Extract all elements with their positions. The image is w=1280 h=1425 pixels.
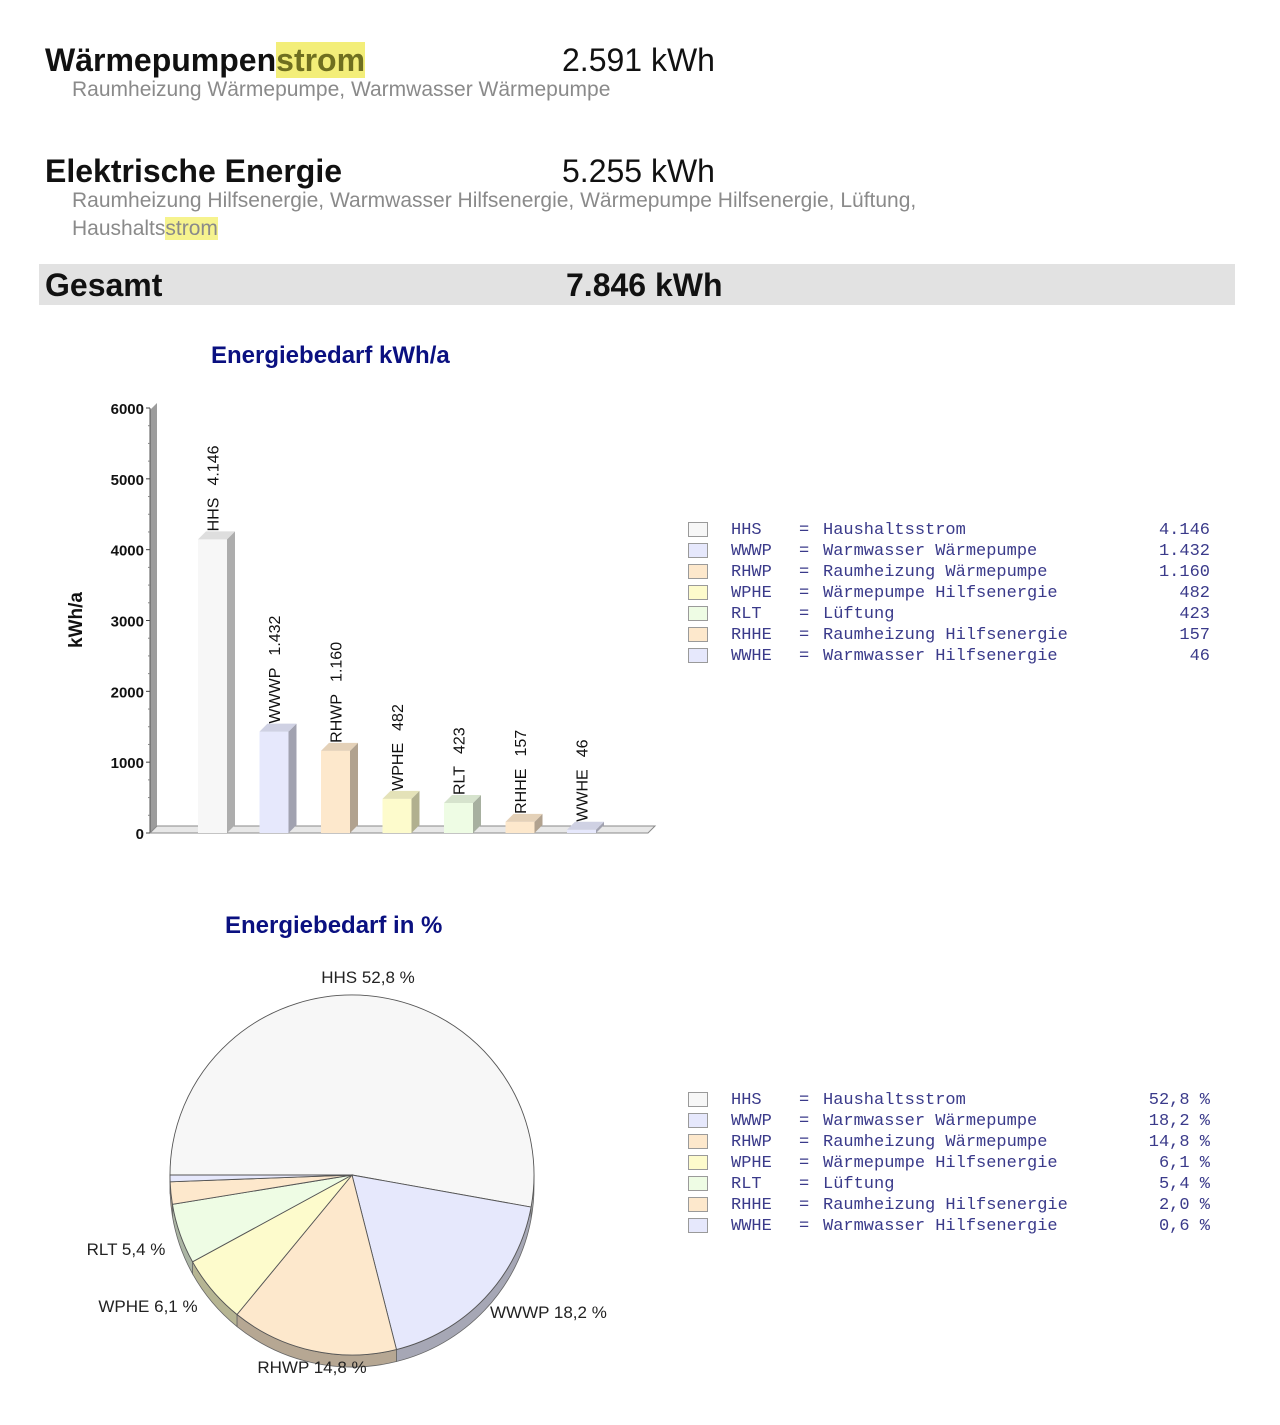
bar-hhs xyxy=(198,445,235,833)
legend-abbr: RHHE xyxy=(731,626,772,645)
legend-swatch xyxy=(688,648,708,663)
legend-swatch xyxy=(688,1197,708,1212)
legend-value: 46 xyxy=(1189,647,1210,666)
pie-legend-item xyxy=(688,1195,1210,1216)
bar-chart-legend xyxy=(688,520,1210,667)
bar-category-label: WPHE xyxy=(390,742,407,791)
bar-value-label: 4.146 xyxy=(205,445,223,486)
pie-legend-item xyxy=(688,1174,1210,1195)
pie-label-wphe: WPHE 6,1 % xyxy=(98,1297,198,1316)
legend-swatch xyxy=(688,1155,708,1170)
legend-abbr: WWWP xyxy=(731,1112,772,1131)
bar-category-label: WWHE xyxy=(574,769,592,822)
electric-title: Elektrische Energie xyxy=(45,153,343,189)
heatpump-title-main: Wärmepumpen xyxy=(45,42,277,78)
bar-legend-item xyxy=(688,604,1210,625)
bar-front xyxy=(506,822,535,833)
pie-chart xyxy=(40,955,680,1395)
legend-value: 157 xyxy=(1179,626,1210,645)
legend-equals: = xyxy=(799,1217,810,1236)
electric-value: 5.255 kWh xyxy=(562,153,715,189)
legend-abbr: RHWP xyxy=(731,563,772,582)
legend-equals: = xyxy=(799,1091,810,1110)
total-label: Gesamt xyxy=(45,267,163,303)
legend-equals: = xyxy=(799,605,810,624)
legend-value: 423 xyxy=(1179,605,1210,624)
bar-data-label xyxy=(206,445,223,531)
legend-equals: = xyxy=(799,542,810,561)
legend-value: 1.160 xyxy=(1158,563,1210,582)
bar-data-label xyxy=(267,615,284,723)
pie-legend-item xyxy=(688,1090,1210,1111)
bar-front xyxy=(383,799,412,833)
legend-name: Wärmepumpe Hilfsenergie xyxy=(823,1154,1058,1173)
bar-rlt xyxy=(444,727,481,833)
bar-y-tick-label: 5000 xyxy=(110,471,144,489)
legend-swatch xyxy=(688,1218,708,1233)
bar-legend-item xyxy=(688,583,1210,604)
bar-data-label xyxy=(452,727,469,795)
legend-name: Warmwasser Wärmepumpe xyxy=(823,1112,1038,1131)
bar-y-tick-label: 6000 xyxy=(110,401,144,418)
total-row xyxy=(39,264,1235,305)
bar-y-tick-label: 4000 xyxy=(110,542,144,560)
bar-y-tick-label: 2000 xyxy=(110,684,144,702)
pie-chart-legend xyxy=(688,1090,1210,1237)
legend-value: 482 xyxy=(1179,584,1210,603)
bar-y-tick-label: 0 xyxy=(135,826,144,843)
legend-equals: = xyxy=(799,1133,810,1152)
bar-legend-item xyxy=(688,520,1210,541)
pie-legend-item xyxy=(688,1111,1210,1132)
legend-swatch xyxy=(688,627,708,642)
legend-name: Warmwasser Hilfsenergie xyxy=(823,647,1058,666)
electric-description-line2 xyxy=(72,215,218,243)
search-highlight: strom xyxy=(276,42,366,78)
bar-side xyxy=(350,743,358,833)
legend-equals: = xyxy=(799,563,810,582)
legend-swatch xyxy=(688,1113,708,1128)
heatpump-value: 2.591 kWh xyxy=(562,42,715,78)
bar-legend-item xyxy=(688,625,1210,646)
bar-category-label: HHS xyxy=(205,497,223,532)
electric-description-line1: Raumheizung Hilfsenergie, Warmwasser Hilfsenergie, Wärmepumpe Hilfsenergie, Lüftung, xyxy=(72,189,917,212)
bar-side xyxy=(289,724,297,833)
legend-value: 18,2 % xyxy=(1148,1112,1210,1131)
legend-name: Warmwasser Wärmepumpe xyxy=(823,542,1038,561)
bar-rhwp xyxy=(321,642,358,833)
pie-label-rhwp: RHWP 14,8 % xyxy=(257,1358,367,1377)
bar-front xyxy=(321,751,350,833)
legend-abbr: RLT xyxy=(731,1175,762,1194)
pie-legend-item xyxy=(688,1153,1210,1174)
bar-y-axis-wall xyxy=(150,403,157,833)
legend-abbr: RHWP xyxy=(731,1133,772,1152)
bar-legend-item xyxy=(688,646,1210,667)
pie-label-rlt: RLT 5,4 % xyxy=(86,1240,166,1259)
legend-abbr: WPHE xyxy=(731,584,772,603)
bar-data-label xyxy=(513,730,530,814)
bar-data-label xyxy=(390,704,407,791)
legend-name: Raumheizung Hilfsenergie xyxy=(823,1196,1068,1215)
legend-abbr: WPHE xyxy=(731,1154,772,1173)
legend-value: 0,6 % xyxy=(1158,1217,1210,1236)
legend-equals: = xyxy=(799,1154,810,1173)
legend-abbr: HHS xyxy=(731,1091,762,1110)
bar-value-label: 1.432 xyxy=(267,615,284,656)
legend-abbr: WWHE xyxy=(731,1217,772,1236)
bar-wwhe xyxy=(567,739,604,833)
legend-abbr: HHS xyxy=(731,521,762,540)
bar-front xyxy=(567,830,596,833)
legend-value: 52,8 % xyxy=(1148,1091,1210,1110)
bar-y-axis-label: kWh/a xyxy=(66,592,87,648)
legend-equals: = xyxy=(799,647,810,666)
bar-value-label: 157 xyxy=(513,729,530,757)
pie-legend-item xyxy=(688,1216,1210,1237)
legend-value: 6,1 % xyxy=(1158,1154,1210,1173)
legend-value: 14,8 % xyxy=(1148,1133,1210,1152)
legend-swatch xyxy=(688,543,708,558)
bar-value-label: 1.160 xyxy=(328,641,346,682)
bar-front xyxy=(198,539,227,833)
search-highlight: strom xyxy=(165,217,218,240)
heatpump-description: Raumheizung Wärmepumpe, Warmwasser Wärmepumpe xyxy=(72,78,611,101)
bar-category-label: RLT xyxy=(451,765,469,796)
legend-abbr: RHHE xyxy=(731,1196,772,1215)
legend-equals: = xyxy=(799,521,810,540)
legend-name: Lüftung xyxy=(823,605,895,624)
legend-name: Raumheizung Wärmepumpe xyxy=(823,563,1048,582)
legend-swatch xyxy=(688,1176,708,1191)
bar-legend-item xyxy=(688,562,1210,583)
bar-value-label: 482 xyxy=(390,704,407,731)
bar-category-label: WWWP xyxy=(267,667,284,724)
bar-chart xyxy=(40,390,680,860)
legend-swatch xyxy=(688,585,708,600)
bar-value-label: 423 xyxy=(451,727,469,754)
legend-equals: = xyxy=(799,1112,810,1131)
pie-legend-item xyxy=(688,1132,1210,1153)
legend-equals: = xyxy=(799,584,810,603)
heatpump-title xyxy=(45,42,365,79)
bar-legend-item xyxy=(688,541,1210,562)
legend-equals: = xyxy=(799,1196,810,1215)
bar-front xyxy=(260,732,289,833)
legend-name: Lüftung xyxy=(823,1175,895,1194)
legend-value: 4.146 xyxy=(1158,521,1210,540)
legend-abbr: RLT xyxy=(731,605,762,624)
legend-equals: = xyxy=(799,1175,810,1194)
legend-abbr: WWWP xyxy=(731,542,772,561)
legend-name: Haushaltsstrom xyxy=(823,521,966,540)
legend-name: Haushaltsstrom xyxy=(823,1091,966,1110)
bar-data-label xyxy=(329,642,346,743)
electric-description-main: Haushalts xyxy=(72,217,166,240)
legend-value: 1.432 xyxy=(1158,542,1210,561)
legend-swatch xyxy=(688,564,708,579)
total-value: 7.846 kWh xyxy=(566,267,723,303)
bar-side xyxy=(227,531,235,833)
bar-data-label xyxy=(575,739,592,821)
legend-name: Warmwasser Hilfsenergie xyxy=(823,1217,1058,1236)
legend-swatch xyxy=(688,606,708,621)
pie-label-hhs: HHS 52,8 % xyxy=(321,968,415,987)
bar-value-label: 46 xyxy=(574,739,592,758)
legend-name: Raumheizung Hilfsenergie xyxy=(823,626,1068,645)
legend-swatch xyxy=(688,1134,708,1149)
bar-y-tick-label: 3000 xyxy=(110,613,144,631)
bar-y-tick-label: 1000 xyxy=(110,755,144,773)
legend-abbr: WWHE xyxy=(731,647,772,666)
bar-front xyxy=(444,803,473,833)
bar-rhhe xyxy=(506,730,543,833)
bar-category-label: RHWP xyxy=(328,693,346,743)
legend-name: Raumheizung Wärmepumpe xyxy=(823,1133,1048,1152)
bar-category-label: RHHE xyxy=(513,768,530,814)
pie-chart-title: Energiebedarf in % xyxy=(225,912,443,939)
bar-wphe xyxy=(383,704,420,833)
legend-value: 5,4 % xyxy=(1158,1175,1210,1194)
pie-label-wwwp: WWWP 18,2 % xyxy=(490,1303,607,1322)
bar-wwwp xyxy=(260,615,297,833)
legend-swatch xyxy=(688,522,708,537)
legend-equals: = xyxy=(799,626,810,645)
legend-name: Wärmepumpe Hilfsenergie xyxy=(823,584,1058,603)
bar-chart-title: Energiebedarf kWh/a xyxy=(211,342,450,369)
legend-value: 2,0 % xyxy=(1158,1196,1210,1215)
legend-swatch xyxy=(688,1092,708,1107)
